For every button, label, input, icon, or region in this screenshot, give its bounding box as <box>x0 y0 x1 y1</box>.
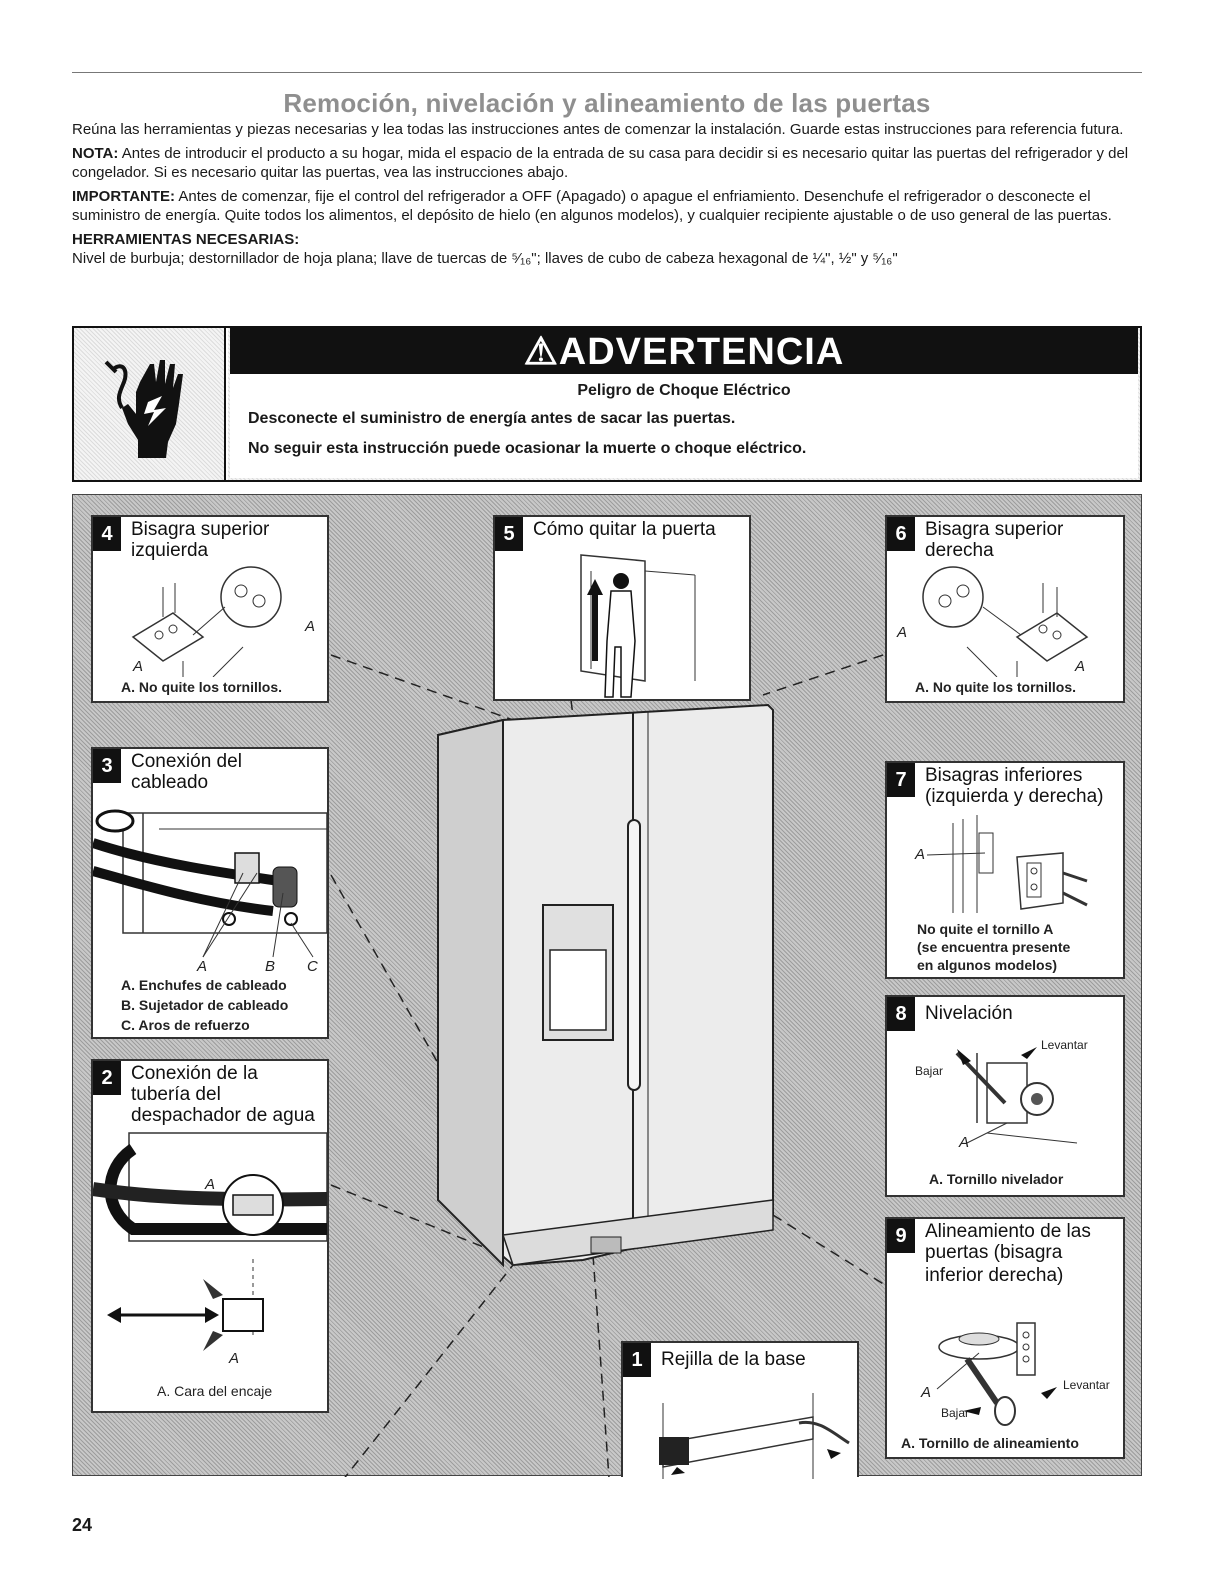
step-3-title-1: Conexión del <box>131 751 242 772</box>
warning-banner: ⚠ADVERTENCIA <box>230 328 1138 374</box>
step-4-title-2: izquierda <box>131 540 209 561</box>
step-2-badge: 2 <box>93 1061 121 1095</box>
step-9-label-a: A <box>921 1384 932 1401</box>
warning-inner <box>230 374 1138 478</box>
step-6-label-a1: A <box>897 624 908 641</box>
warning-content-area <box>228 328 1140 480</box>
door-removal-diagram <box>72 494 1142 1476</box>
shock-hazard-icon-cell <box>74 328 226 480</box>
warning-line-1: Desconecte el suministro de energía antes de sacar las puertas. <box>248 410 736 427</box>
step-7-badge: 7 <box>887 763 915 797</box>
step-2-label-a1: A <box>205 1176 216 1193</box>
step-3-badge: 3 <box>93 749 121 783</box>
top-right-hinge-drawing <box>887 557 1123 677</box>
bottom-hinge-drawing <box>887 813 1123 923</box>
step-3-title-2: cableado <box>131 772 209 793</box>
step-2-title-3: despachador de agua <box>131 1105 315 1126</box>
step-7-caption-1: No quite el tornillo A <box>917 921 1054 937</box>
step-7-title-1: Bisagras inferiores <box>925 765 1083 786</box>
step-8-levantar: Levantar <box>1041 1038 1088 1052</box>
step-2-title-2: tubería del <box>131 1084 221 1105</box>
step-3-label-b: B <box>265 958 276 973</box>
warning-subtitle: Peligro de Choque Eléctrico <box>577 382 791 399</box>
step-7-title-2: (izquierda y derecha) <box>925 786 1104 807</box>
step-4-badge: 4 <box>93 517 121 551</box>
step-2-label-a2: A <box>229 1350 240 1367</box>
intro-paragraph: Reúna las herramientas y piezas necesarias y lea todas las instrucciones antes de comenzar la instalación. Guarde estas instrucciones para referencia futura. <box>72 121 1124 138</box>
step-7-label-a: A <box>915 846 926 863</box>
step-5-badge: 5 <box>495 517 523 551</box>
water-line-drawing <box>93 1129 327 1379</box>
step-3-caption-1: A. Enchufes de cableado <box>121 977 287 993</box>
step-1-title: Rejilla de la base <box>661 1349 806 1370</box>
tools-heading: HERRAMIENTAS NECESARIAS: <box>72 231 300 248</box>
nota-paragraph <box>72 144 1142 182</box>
step-4-title-1: Bisagra superior <box>131 519 270 540</box>
step-9-caption: A. Tornillo de alineamiento <box>901 1435 1079 1451</box>
importante-label: IMPORTANTE: <box>72 188 176 205</box>
step-8-badge: 8 <box>887 997 915 1031</box>
step-3-caption-3: C. Aros de refuerzo <box>121 1017 250 1033</box>
step-6-title-2: derecha <box>925 540 994 561</box>
step-9-title-1: Alineamiento de las <box>925 1221 1091 1242</box>
step-9-title-3: inferior derecha) <box>925 1265 1064 1286</box>
step-3-label-c: C <box>307 958 318 973</box>
importante-text: Antes de comenzar, fije el control del refrigerador a OFF (Apagado) o apague el enfriamiento. Desenchufe el refrigerador o desconecte el suministro de energía. Quite todos los alimentos, el depósito de hielo (en algunos modelos), y cualquier recipiente ajustable o de uso general de las puertas. <box>72 188 1112 224</box>
step-8-bajar: Bajar <box>915 1064 944 1078</box>
top-rule <box>72 72 1142 73</box>
step-6-panel <box>885 515 1125 703</box>
nota-text: Antes de introducir el producto a su hogar, mida el espacio de la entrada de su casa para decidir si es necesario quitar las puertas del refrigerador y del congelador. Si es necesario quitar las puertas, vea las instrucciones abajo. <box>72 145 1129 181</box>
warning-line-2: No seguir esta instrucción puede ocasionar la muerte o choque eléctrico. <box>248 440 807 457</box>
base-grille-drawing <box>623 1383 857 1479</box>
step-8-panel <box>885 995 1125 1197</box>
step-6-badge: 6 <box>887 517 915 551</box>
step-3-panel <box>91 747 329 1039</box>
step-3-label-a: A <box>197 958 208 973</box>
step-4-label-a2: A <box>133 658 144 675</box>
step-9-bajar: Bajar <box>941 1406 970 1420</box>
step-8-title: Nivelación <box>925 1003 1013 1024</box>
nota-label: NOTA: <box>72 145 119 162</box>
step-6-label-a2: A <box>1075 658 1086 675</box>
step-6-title-1: Bisagra superior <box>925 519 1064 540</box>
step-2-panel <box>91 1059 329 1413</box>
step-7-caption-2: (se encuentra presente <box>917 939 1071 955</box>
step-1-panel <box>621 1341 859 1477</box>
step-8-caption: A. Tornillo nivelador <box>929 1171 1064 1187</box>
door-removal-drawing <box>495 551 749 701</box>
tools-text: Nivel de burbuja; destornillador de hoja plana; llave de tuercas de ⁵⁄₁₆"; llaves de cubo de cabeza hexagonal de ¼", ½" y ⁵⁄₁₆" <box>72 250 898 267</box>
step-9-panel <box>885 1217 1125 1459</box>
step-5-panel <box>493 515 751 701</box>
shock-hazard-icon <box>104 352 198 458</box>
step-8-label-a: A <box>959 1134 970 1151</box>
step-9-title-2: puertas (bisagra <box>925 1242 1063 1263</box>
importante-paragraph <box>72 187 1142 225</box>
page-title: Remoción, nivelación y alineamiento de las puertas <box>283 88 931 118</box>
step-4-panel <box>91 515 329 703</box>
warning-box <box>72 326 1142 482</box>
intro-section <box>72 120 1142 273</box>
step-4-label-a1: A <box>305 618 316 635</box>
step-2-caption: A. Cara del encaje <box>157 1383 273 1399</box>
leveling-drawing <box>887 1033 1123 1163</box>
page-number: 24 <box>72 1515 93 1535</box>
step-9-levantar: Levantar <box>1063 1378 1110 1392</box>
wiring-connection-drawing <box>93 793 327 973</box>
step-9-badge: 9 <box>887 1219 915 1253</box>
step-3-caption-2: B. Sujetador de cableado <box>121 997 289 1013</box>
step-1-badge: 1 <box>623 1343 651 1377</box>
step-7-panel <box>885 761 1125 979</box>
step-4-caption: A. No quite los tornillos. <box>121 679 282 695</box>
top-left-hinge-drawing <box>93 557 327 677</box>
step-2-title-1: Conexión de la <box>131 1063 258 1084</box>
step-5-title: Cómo quitar la puerta <box>533 519 716 540</box>
door-alignment-drawing <box>887 1293 1123 1433</box>
step-6-caption: A. No quite los tornillos. <box>915 679 1076 695</box>
step-7-caption-3: en algunos modelos) <box>917 957 1058 973</box>
